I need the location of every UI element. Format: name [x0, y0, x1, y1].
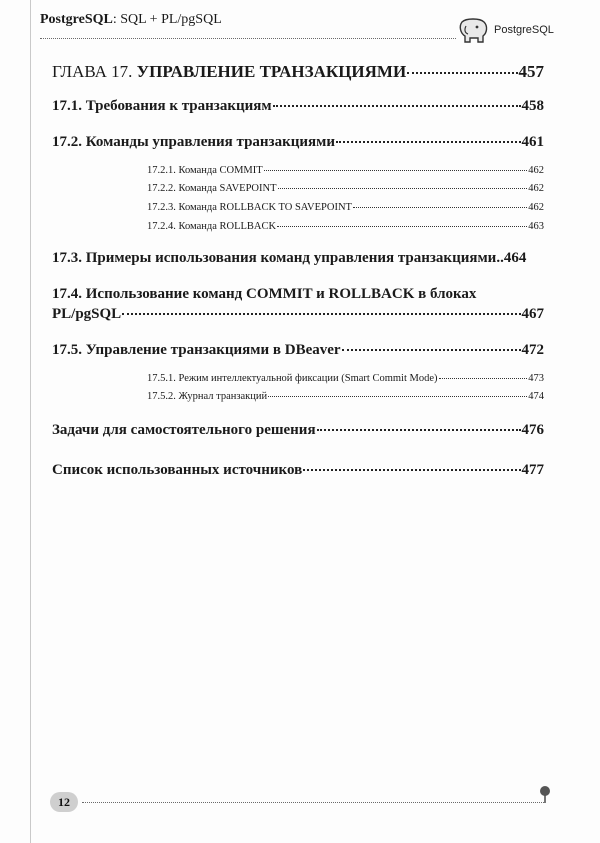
- toc-subsection[interactable]: [147, 221, 544, 232]
- toc-subsection[interactable]: [147, 391, 544, 402]
- dot-leader: [317, 429, 521, 431]
- section-page: 458: [521, 98, 544, 114]
- subsection-page: 462: [528, 202, 544, 213]
- dot-leader: [277, 226, 527, 227]
- subsection-label: 17.2.3. Команда ROLLBACK TO SAVEPOINT: [147, 202, 352, 213]
- chapter-label: [52, 62, 406, 82]
- section-label: 17.2. Команды управления транзакциями: [52, 134, 335, 150]
- section-label: 17.1. Требования к транзакциям: [52, 98, 272, 114]
- section-page: 467: [521, 306, 544, 322]
- header-dotted-rule: [40, 38, 456, 39]
- dot-leader: [336, 141, 521, 143]
- dot-leader: [439, 378, 528, 379]
- header-title-bold: PostgreSQL: [40, 12, 113, 27]
- postgresql-logo: [456, 18, 554, 44]
- section-label: 17.3. Примеры использования команд управления транзакциями..: [52, 250, 504, 266]
- subsection-page: 462: [528, 165, 544, 176]
- section-page: 472: [521, 342, 544, 358]
- dot-leader: [278, 188, 528, 189]
- toc-subsection[interactable]: [147, 202, 544, 213]
- section-label: Задачи для самостоятельного решения: [52, 422, 316, 438]
- section-page: 461: [521, 134, 544, 150]
- page-number-badge: 12: [50, 792, 78, 812]
- subsection-page: 473: [528, 373, 544, 384]
- subsection-label: 17.2.4. Команда ROLLBACK: [147, 221, 277, 232]
- footer-pin-icon: [540, 786, 550, 796]
- logo-text: PostgreSQL: [494, 24, 554, 36]
- header-title-rest: : SQL + PL/pgSQL: [112, 12, 222, 27]
- subsection-label: 17.5.2. Журнал транзакций: [147, 391, 268, 402]
- dot-leader: [273, 105, 521, 107]
- dot-leader: [122, 313, 520, 315]
- chapter-page: 457: [518, 62, 544, 81]
- section-page: 477: [521, 462, 544, 478]
- toc-chapter[interactable]: [52, 62, 544, 82]
- section-page: 476: [521, 422, 544, 438]
- toc-section-17-5[interactable]: [52, 342, 544, 359]
- dot-leader: [353, 207, 527, 208]
- dot-leader: [264, 170, 528, 171]
- dot-leader: [303, 469, 520, 471]
- subsection-page: 463: [528, 221, 544, 232]
- toc-section-17-4[interactable]: [52, 306, 544, 323]
- dot-leader: [407, 72, 517, 74]
- running-header: [40, 12, 554, 52]
- section-label: Список использованных источников: [52, 462, 303, 478]
- page-footer: [40, 782, 552, 812]
- subsection-label: 17.2.2. Команда SAVEPOINT: [147, 183, 277, 194]
- footer-dotted-rule: [82, 802, 544, 803]
- subsection-label: 17.2.1. Команда COMMIT: [147, 165, 263, 176]
- chapter-title: УПРАВЛЕНИЕ ТРАНЗАКЦИЯМИ: [136, 62, 407, 81]
- toc-section-17-2[interactable]: [52, 134, 544, 151]
- toc-references[interactable]: [52, 462, 544, 479]
- section-label: 17.5. Управление транзакциями в DBeaver: [52, 342, 341, 358]
- chapter-prefix: ГЛАВА 17.: [52, 62, 137, 81]
- toc-subsection[interactable]: [147, 183, 544, 194]
- toc-tasks[interactable]: [52, 422, 544, 439]
- toc-section-17-3[interactable]: [52, 250, 544, 267]
- toc-section-17-4-line1[interactable]: [52, 286, 476, 303]
- header-title: [40, 12, 222, 28]
- section-page: 464: [503, 250, 527, 266]
- section-label-continued: PL/pgSQL: [52, 306, 122, 322]
- subsection-page: 474: [528, 391, 544, 402]
- toc-subsection[interactable]: [147, 373, 544, 384]
- toc-subsection[interactable]: [147, 165, 544, 176]
- section-label: 17.4. Использование команд COMMIT и ROLLBACK в блоках: [52, 286, 477, 302]
- elephant-logo-icon: [456, 18, 490, 44]
- subsection-label: 17.5.1. Режим интеллектуальной фиксации (Smart Commit Mode): [147, 373, 438, 384]
- dot-leader: [268, 396, 527, 397]
- dot-leader: [342, 349, 521, 351]
- subsection-page: 462: [528, 183, 544, 194]
- toc-section-17-1[interactable]: [52, 98, 544, 115]
